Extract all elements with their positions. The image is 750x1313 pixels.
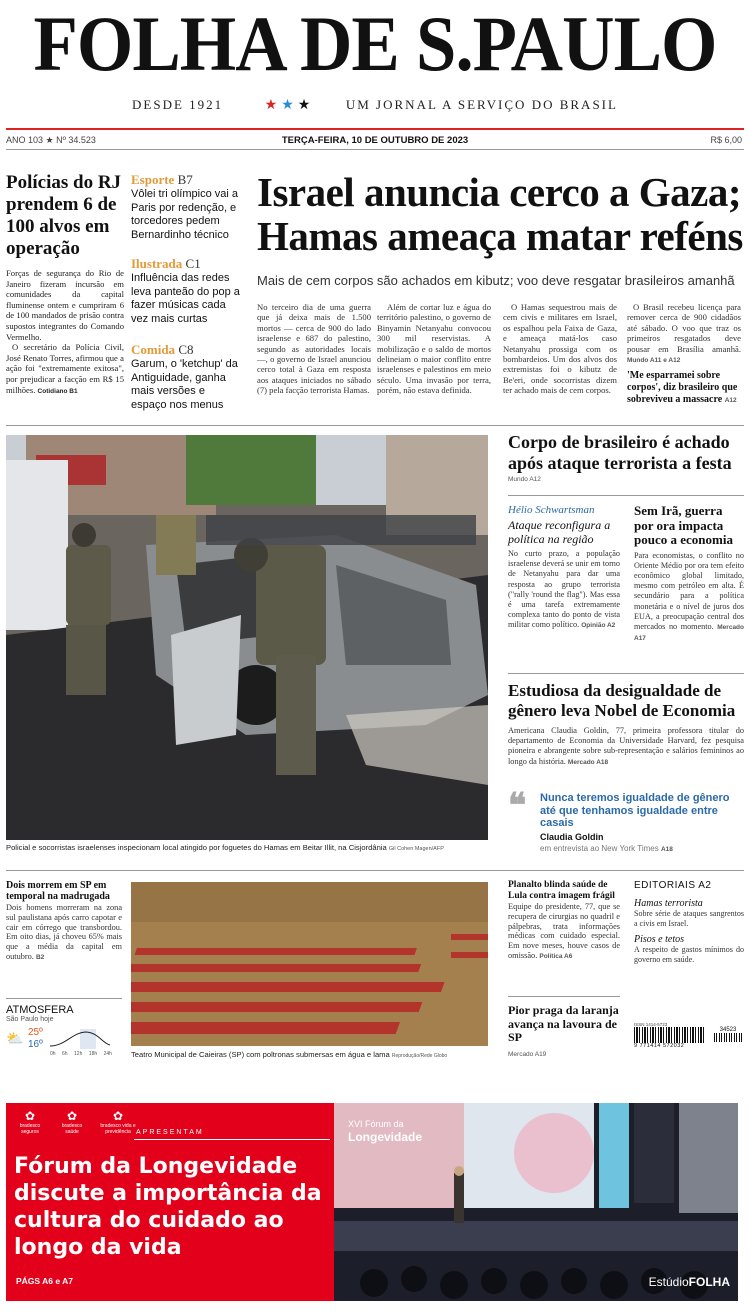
rj-police-body: Forças de segurança do Rio de Janeiro fizeram incursão em comunidades da capital fluminense ontem e cumpriram 6 de 100 mandados de prisão contra supostos integrantes do Comando Vermelho.: [6, 268, 124, 342]
star-black-icon: ★: [297, 98, 313, 113]
editorials-box[interactable]: [634, 880, 744, 964]
planalto-story[interactable]: [508, 880, 620, 962]
divider: [508, 495, 744, 496]
quote-mark-icon: ❝: [508, 788, 527, 825]
star-red-icon: ★: [264, 98, 280, 113]
divider: [6, 998, 122, 999]
orange-headline[interactable]: Pior praga da laranja avança na lavoura de SP: [508, 1003, 619, 1044]
opinion-author: Hélio Schwartsman: [508, 504, 595, 516]
planalto-headline[interactable]: Planalto blinda saúde de Lula contra imagem frágil: [508, 880, 615, 901]
rj-police-body-2: O secretário da Polícia Civil, José Renato Torres, afirmou que a ação foi "extremamente exitosa", por prejudicar a facção em R$ 15 milhões. Cotidiano B1: [6, 342, 124, 395]
ad-rule: [134, 1139, 330, 1140]
forum-screen-title: Longevidade: [348, 1130, 423, 1144]
editorial-1-text: Sobre série de ataques sangrentos a civis em Israel.: [634, 909, 744, 928]
theater-caption: Teatro Municipal de Caieiras (SP) com poltronas submersas em água e lama Reprodução/Rede Globo: [131, 1050, 448, 1059]
main-subhead: Mais de cem corpos são achados em kibutz; voo deve resgatar brasileiros amanhã: [257, 273, 735, 288]
sp-rain-story[interactable]: [6, 880, 122, 963]
teaser-ilustrada[interactable]: Ilustrada C1 Influência das redes leva panteão do pop a fazer músicas cada vez mais curtas: [131, 256, 240, 325]
main-photo[interactable]: [6, 435, 488, 840]
edition-date: TERÇA-FEIRA, 10 DE OUTUBRO DE 2023: [281, 135, 469, 146]
opinion-title[interactable]: Ataque reconfigura a política na região: [508, 518, 611, 546]
ad-headline[interactable]: Fórum da Longevidade discute a importância da cultura do cuidado ao longo da vida: [14, 1154, 322, 1260]
price: R$ 6,00: [710, 135, 742, 145]
main-headline[interactable]: Israel anuncia cerco a Gaza; Hamas ameaça matar reféns: [257, 169, 743, 259]
divider: [508, 996, 620, 997]
theater-photo[interactable]: [131, 882, 488, 1046]
editorial-2-text: A respeito de gastos mínimos do governo em saúde.: [634, 945, 744, 964]
masthead-rule: [6, 128, 744, 130]
bradesco-logos: ✿ bradesco seguros ✿ bradesco saúde ✿ bradesco vida e previdência: [14, 1109, 138, 1135]
bradesco-seguros-icon: ✿: [24, 1109, 36, 1123]
survivor-quote[interactable]: 'Me esparramei sobre corpos', diz brasileiro que sobreviveu a massacre A12: [627, 370, 738, 405]
forum-screen-small: XVI Fórum da: [348, 1119, 404, 1129]
iran-story[interactable]: [634, 504, 744, 644]
bradesco-saude-icon: ✿: [66, 1109, 78, 1123]
sp-rain-headline[interactable]: Dois morrem em SP em temporal na madrugada: [6, 880, 110, 902]
gaza-street-photo: [6, 435, 488, 840]
teaser-column: [131, 172, 241, 412]
main-col-4: O Brasil recebeu licença para remover cerca de 900 cidadãos até sábado. O voo que traz os primeiros resgatados deve pousar em Brasília amanhã. Mundo A11 e A12: [627, 302, 741, 365]
iran-headline[interactable]: Sem Irã, guerra por ora impacta pouco a economia: [634, 503, 733, 547]
barcode: ISSN 1414-5723 34523 9 771414 572032: [634, 1022, 744, 1049]
goldin-name: Claudia Goldin: [540, 832, 604, 842]
main-col-3: O Hamas sequestrou mais de cem civis e militares em Israel, os espalhou pela Faixa de Gaza, e ameaça matá-los caso Netanyahu prossiga com os bombardeios. Um dos alvos dos extremistas foi o kibutz de Be'eri, onde socorristas dizem ter achado mais de cem corpos.: [503, 302, 617, 396]
iran-body: Para economistas, o conflito no Oriente Médio por ora tem efeito econômico global limitado, mesmo com petróleo em alta. É secundário para a política monetária e o nível de juros dos EUA, a preocupação central dos mercados no momento. Mercado A17: [634, 550, 744, 643]
editorial-2-title[interactable]: Pisos e tetos: [634, 934, 684, 946]
planalto-body: Equipe do presidente, 77, que se recupera de cirurgias no quadril e pálpebras, trata informações médicas com cuidado especial. Em nove meses, houve casos de omissão. Política A6: [508, 902, 620, 960]
rj-police-story[interactable]: [6, 172, 124, 397]
rj-police-ref: Cotidiano B1: [37, 387, 78, 395]
rj-police-headline[interactable]: Polícias do RJ prendem 6 de 100 alvos em operação: [6, 172, 122, 259]
nobel-body: Americana Claudia Goldin, 77, primeira professora titular do departamento de Economia da Universidade Harvard, fez pesquisa pioneira e abrangente sobre sub-representação e salários femininos ao longo da história. Mercado A18: [508, 726, 744, 766]
motto-label: UM JORNAL A SERVIÇO DO BRASIL: [345, 97, 618, 112]
longevity-ad[interactable]: [6, 1103, 334, 1301]
temp-min: 16º: [28, 1039, 43, 1050]
since-label: DESDE 1921: [132, 97, 224, 112]
star-blue-icon: ★: [281, 98, 296, 113]
masthead-tagline: [0, 97, 750, 114]
sp-rain-body: Dois homens morreram na zona sul paulistana após carro capotar e cair em córrego que transbordou. Em oito dias, já choveu 65% mais que a média da capital em outubro. B2: [6, 903, 122, 961]
weather-title: ATMOSFERA: [6, 1004, 74, 1016]
temp-max: 25º: [28, 1027, 43, 1038]
weather-box: [6, 1004, 122, 1061]
weather-city: São Paulo hoje: [6, 1016, 54, 1023]
editorials-title: EDITORIAIS A2: [634, 880, 712, 891]
opinion-body: No curto prazo, a população israelense deverá se unir em torno de Netanyahu para dar uma resposta ao grupo terrorista ("rally 'round the flag"). Mas essa é uma tarefa extremamente complexa tanto do ponto de vista militar como político. Opinião A2: [508, 549, 620, 630]
divider: [6, 425, 744, 426]
estudio-folha-logo: EstúdioFOLHA: [648, 1275, 730, 1289]
brazilian-body-headline[interactable]: Corpo de brasileiro é achado após ataque terrorista a festa: [508, 432, 732, 473]
goldin-quote: Nunca teremos igualdade de gênero até que tenhamos igualdade entre casais: [540, 792, 730, 829]
forum-photo[interactable]: [334, 1103, 738, 1301]
flooded-theater-image: [131, 882, 488, 1046]
divider: [6, 149, 744, 150]
temperature-curve: [50, 1029, 110, 1049]
ad-pages: PÁGS A6 e A7: [16, 1276, 74, 1286]
main-col-2: Além de cortar luz e água do território palestino, o governo de Binyamin Netanyahu convocou 300 mil reservistas. A mobilização e o saldo de mortos delineiam o maior conflito entre israelenses e palestinos em meio século. Uma invasão por terra, porém, não estava definida.: [377, 302, 491, 396]
orange-story[interactable]: [508, 1004, 620, 1058]
editorial-1-title[interactable]: Hamas terrorista: [634, 898, 703, 909]
nobel-headline[interactable]: Estudiosa da desigualdade de gênero leva Nobel de Economia: [508, 681, 736, 720]
ad-presents: APRESENTAM: [136, 1129, 204, 1136]
issue-number: ANO 103 ★ Nº 34.523: [6, 135, 96, 145]
teaser-comida[interactable]: Comida C8 Garum, o 'ketchup' da Antiguidade, ganha mais versões e espaço nos menus: [131, 342, 238, 411]
masthead-title[interactable]: FOLHA DE S.PAULO: [33, 0, 717, 87]
orange-ref: Mercado A19: [508, 1050, 547, 1058]
goldin-source: em entrevista ao New York Times A18: [540, 844, 673, 853]
divider: [508, 673, 744, 674]
barcode-bars: [634, 1027, 706, 1043]
opinion-column[interactable]: [508, 504, 620, 632]
brazilian-body-ref: Mundo A12: [508, 476, 541, 483]
bradesco-vida-icon: ✿: [112, 1109, 124, 1123]
divider: [6, 870, 744, 871]
photo-caption: Policial e socorristas israelenses inspecionam local atingido por foguetes do Hamas em Beitar Illit, na Cisjordânia Gil Cohen Magen/AFP: [6, 843, 444, 852]
weather-hours: 0h 6h 12h 18h 24h: [50, 1051, 112, 1057]
teaser-esporte[interactable]: Esporte B7 Vôlei tri olímpico vai a Paris por redenção, e torcedores pedem Bernardinho técnico: [131, 172, 238, 241]
main-col-1: No terceiro dia de uma guerra que já deixa mais de 1.500 mortos — cerca de 900 do lado israelense e 687 do palestino, segundo as autoridades locais —, o governo de Israel anunciou cerco total à Gaza em resposta aos ataques iniciados no sábado (7) pela facção terrorista Hamas.: [257, 302, 371, 396]
cloud-sun-icon: ⛅: [6, 1031, 24, 1047]
